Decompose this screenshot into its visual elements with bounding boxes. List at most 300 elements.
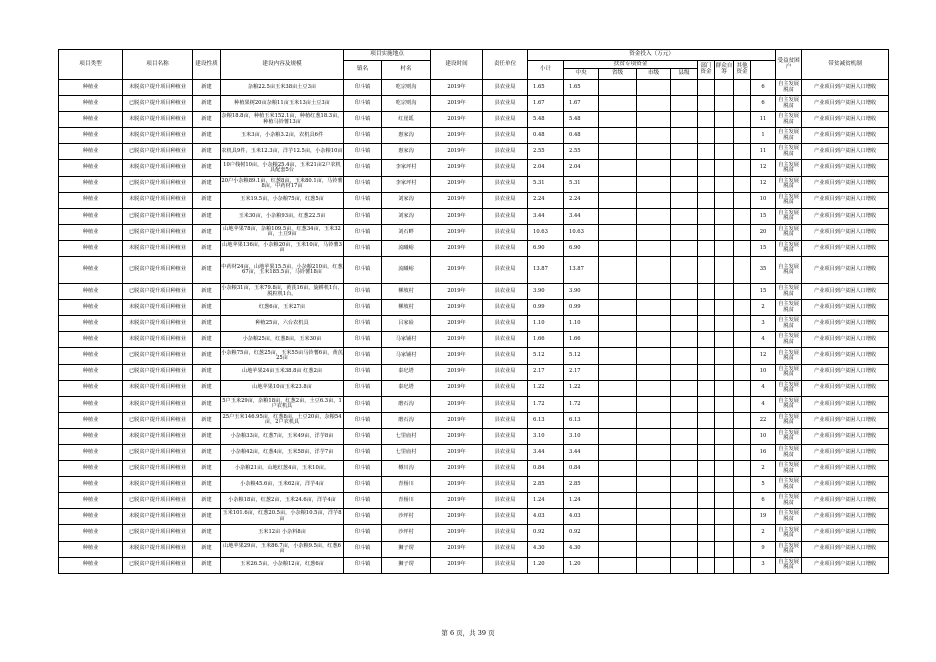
header-mechanism: 带贫减贫机制 [802,50,889,80]
cell-central: 4.03 [564,509,599,525]
cell-time: 2019年 [431,380,483,396]
cell-dept [698,284,715,300]
cell-goal: 产业项目到户贫困人口增收 [802,461,889,477]
cell-goal: 产业项目到户贫困人口增收 [802,176,889,192]
header-subtotal: 小计 [528,61,564,80]
cell-unit: 县农业局 [483,192,528,208]
cell-subtotal: 1.22 [528,380,564,396]
cell-type: 种植业 [59,412,123,428]
cell-village: 磨石沟 [382,396,431,412]
cell-city [637,332,671,348]
cell-mechanism: 自主发展脱贫 [776,348,802,364]
cell-name: 未脱贫户提升项目种植业 [123,477,193,493]
cell-type: 种植业 [59,192,123,208]
cell-village: 李家坪村 [382,160,431,176]
cell-households: 15 [751,208,776,224]
cell-goal: 产业项目到户贫困人口增收 [802,428,889,444]
cell-town: 印斗镇 [344,444,382,460]
cell-village: 樽川沟 [382,461,431,477]
cell-town: 印斗镇 [344,380,382,396]
cell-dept [698,541,715,557]
cell-dept [698,525,715,541]
cell-city [637,192,671,208]
cell-village: 沙坪村 [382,525,431,541]
cell-town: 印斗镇 [344,557,382,573]
cell-name: 未脱贫户提升项目种植业 [123,128,193,144]
cell-type: 种植业 [59,428,123,444]
cell-name: 未脱贫户提升项目种植业 [123,380,193,396]
cell-subtotal: 1.67 [528,96,564,112]
cell-village: 狮子塄 [382,557,431,573]
cell-county [671,493,698,509]
cell-province [599,493,637,509]
cell-goal: 产业项目到户贫困人口增收 [802,192,889,208]
cell-name: 已脱贫户提升项目种植业 [123,96,193,112]
cell-city [637,541,671,557]
cell-unit: 县农业局 [483,144,528,160]
cell-households: 15 [751,284,776,300]
cell-households: 2 [751,461,776,477]
cell-households: 6 [751,493,776,509]
cell-scale: 小杂粮21亩，山地红葱4亩，玉米10亩。 [221,461,344,477]
cell-village: 吃宗则沟 [382,96,431,112]
cell-province [599,541,637,557]
cell-city [637,525,671,541]
cell-mass [715,128,734,144]
table-row [59,428,889,444]
header-province: 省级 [599,69,637,80]
cell-goal: 产业项目到户贫困人口增收 [802,348,889,364]
cell-mechanism: 自主发展脱贫 [776,96,802,112]
cell-dept [698,493,715,509]
cell-scale: 山地苹果29亩，玉米86.7亩，小杂粮9.5亩，红葱6亩 [221,541,344,557]
cell-other [734,176,751,192]
table-row [59,208,889,224]
cell-central: 2.24 [564,192,599,208]
table-row [59,128,889,144]
cell-time: 2019年 [431,428,483,444]
cell-time: 2019年 [431,509,483,525]
cell-central: 6.13 [564,412,599,428]
cell-name: 未脱贫户提升项目种植业 [123,112,193,128]
table-row [59,144,889,160]
cell-mass [715,316,734,332]
header-households: 受益贫困户 [776,50,802,80]
cell-city [637,509,671,525]
cell-province [599,509,637,525]
cell-time: 2019年 [431,477,483,493]
project-table-sheet [58,49,888,574]
cell-nature: 新建 [193,128,221,144]
cell-time: 2019年 [431,316,483,332]
cell-village: 流曦峪 [382,240,431,256]
cell-town: 印斗镇 [344,316,382,332]
cell-unit: 县农业局 [483,224,528,240]
cell-subtotal: 1.24 [528,493,564,509]
cell-type: 种植业 [59,284,123,300]
cell-type: 种植业 [59,364,123,380]
cell-unit: 县农业局 [483,525,528,541]
cell-mechanism: 自主发展脱贫 [776,477,802,493]
table-row [59,525,889,541]
cell-dept [698,300,715,316]
cell-city [637,444,671,460]
cell-nature: 新建 [193,257,221,284]
cell-nature: 新建 [193,160,221,176]
cell-town: 印斗镇 [344,96,382,112]
cell-goal: 产业项目到户贫困人口增收 [802,300,889,316]
cell-type: 种植业 [59,160,123,176]
cell-scale: 小杂粮42亩，红葱4亩，玉米58亩，洋芋7亩 [221,444,344,460]
cell-nature: 新建 [193,525,221,541]
cell-households: 16 [751,444,776,460]
cell-name: 已脱贫户提升项目种植业 [123,444,193,460]
cell-subtotal: 2.85 [528,477,564,493]
cell-county [671,80,698,96]
cell-province [599,316,637,332]
cell-province [599,192,637,208]
cell-town: 印斗镇 [344,348,382,364]
cell-name: 已脱贫户提升项目种植业 [123,493,193,509]
cell-scale: 玉米30亩，小杂粮93亩，红葱22.5亩 [221,208,344,224]
cell-mass [715,412,734,428]
cell-dept [698,428,715,444]
header-type: 项目类型 [59,50,123,80]
cell-time: 2019年 [431,541,483,557]
cell-mass [715,509,734,525]
cell-town: 印斗镇 [344,112,382,128]
cell-central: 1.67 [564,96,599,112]
cell-goal: 产业项目到户贫困人口增收 [802,541,889,557]
cell-other [734,412,751,428]
cell-time: 2019年 [431,112,483,128]
cell-central: 0.92 [564,525,599,541]
cell-type: 种植业 [59,557,123,573]
cell-goal: 产业项目到户贫困人口增收 [802,493,889,509]
table-row [59,557,889,573]
cell-type: 种植业 [59,396,123,412]
cell-subtotal: 5.48 [528,112,564,128]
cell-village: 红崖坬 [382,112,431,128]
cell-village: 惠家沟 [382,144,431,160]
cell-scale: 20户小杂粮89.1亩，红葱8亩，玉米80.1亩，马铃薯8亩，中药材17亩 [221,176,344,192]
cell-scale: 山地苹果136亩，小杂粮20亩，玉米10亩，马铃薯3亩 [221,240,344,256]
cell-city [637,284,671,300]
cell-province [599,444,637,460]
header-time: 建设时间 [431,50,483,80]
cell-central: 2.85 [564,477,599,493]
cell-subtotal: 4.30 [528,541,564,557]
cell-mass [715,461,734,477]
cell-other [734,224,751,240]
cell-nature: 新建 [193,144,221,160]
cell-scale: 玉米12亩 小杂料8亩 [221,525,344,541]
cell-unit: 县农业局 [483,316,528,332]
cell-town: 印斗镇 [344,396,382,412]
cell-other [734,461,751,477]
cell-scale: 杂粮22.5亩玉米38亩土豆3亩 [221,80,344,96]
cell-time: 2019年 [431,257,483,284]
cell-scale: 小杂粮18亩，红葱2亩，玉米24.6亩，洋芋4亩 [221,493,344,509]
cell-nature: 新建 [193,509,221,525]
cell-subtotal: 0.48 [528,128,564,144]
cell-scale: 山地苹果78亩，杂粮109.5亩，红葱34亩，玉米32亩，土豆9亩 [221,224,344,240]
cell-goal: 产业项目到户贫困人口增收 [802,128,889,144]
cell-dept [698,332,715,348]
cell-mass [715,380,734,396]
cell-households: 4 [751,332,776,348]
cell-central: 5.12 [564,348,599,364]
cell-town: 印斗镇 [344,224,382,240]
cell-type: 种植业 [59,493,123,509]
cell-nature: 新建 [193,364,221,380]
cell-goal: 产业项目到户贫困人口增收 [802,316,889,332]
cell-village: 狮子塄 [382,541,431,557]
cell-city [637,461,671,477]
cell-nature: 新建 [193,192,221,208]
cell-dept [698,224,715,240]
cell-time: 2019年 [431,396,483,412]
cell-dept [698,380,715,396]
cell-mass [715,428,734,444]
cell-dept [698,80,715,96]
cell-dept [698,176,715,192]
cell-city [637,176,671,192]
cell-mechanism: 自主发展脱贫 [776,428,802,444]
cell-goal: 产业项目到户贫困人口增收 [802,80,889,96]
cell-town: 印斗镇 [344,80,382,96]
cell-name: 已脱贫户提升项目种植业 [123,284,193,300]
cell-town: 印斗镇 [344,208,382,224]
cell-households: 6 [751,80,776,96]
cell-village: 磨石沟 [382,412,431,428]
cell-type: 种植业 [59,348,123,364]
cell-mechanism: 自主发展脱贫 [776,300,802,316]
cell-scale: 小杂粮75亩，红葱25亩，玉米55亩马铃薯6亩，黄芪25亩 [221,348,344,364]
cell-province [599,461,637,477]
header-unit: 责任单位 [483,50,528,80]
cell-households: 10 [751,192,776,208]
cell-province [599,428,637,444]
cell-province [599,160,637,176]
cell-province [599,396,637,412]
cell-dept [698,444,715,460]
cell-mass [715,348,734,364]
cell-unit: 县农业局 [483,300,528,316]
cell-village: 七里庙村 [382,428,431,444]
cell-central: 13.87 [564,257,599,284]
cell-county [671,208,698,224]
table-row [59,224,889,240]
cell-nature: 新建 [193,112,221,128]
cell-goal: 产业项目到户贫困人口增收 [802,257,889,284]
cell-nature: 新建 [193,412,221,428]
cell-subtotal: 1.66 [528,332,564,348]
cell-mass [715,493,734,509]
cell-subtotal: 3.10 [528,428,564,444]
cell-other [734,428,751,444]
cell-name: 未脱贫户提升项目种植业 [123,428,193,444]
cell-unit: 县农业局 [483,160,528,176]
cell-other [734,316,751,332]
cell-unit: 县农业局 [483,493,528,509]
cell-town: 印斗镇 [344,257,382,284]
cell-name: 已脱贫户提升项目种植业 [123,348,193,364]
cell-scale: 玉米101.6亩，红葱20.5亩，小杂粮10.5亩，洋芋8亩 [221,509,344,525]
cell-province [599,557,637,573]
cell-city [637,160,671,176]
cell-other [734,348,751,364]
table-row [59,444,889,460]
cell-nature: 新建 [193,316,221,332]
cell-dept [698,96,715,112]
cell-mechanism: 自主发展脱贫 [776,412,802,428]
cell-county [671,541,698,557]
cell-households: 11 [751,144,776,160]
cell-name: 已脱贫户提升项目种植业 [123,461,193,477]
cell-households: 2 [751,525,776,541]
cell-time: 2019年 [431,412,483,428]
cell-city [637,348,671,364]
cell-goal: 产业项目到户贫困人口增收 [802,557,889,573]
cell-mechanism: 自主发展脱贫 [776,224,802,240]
cell-province [599,380,637,396]
cell-village: 李家坪村 [382,176,431,192]
cell-mass [715,257,734,284]
cell-county [671,525,698,541]
cell-type: 种植业 [59,80,123,96]
header-mass: 群众自筹 [715,61,734,80]
cell-unit: 县农业局 [483,509,528,525]
cell-central: 1.65 [564,80,599,96]
cell-goal: 产业项目到户贫困人口增收 [802,96,889,112]
cell-name: 未脱贫户提升项目种植业 [123,192,193,208]
cell-time: 2019年 [431,160,483,176]
cell-dept [698,509,715,525]
cell-county [671,176,698,192]
cell-village: 刘石畔 [382,224,431,240]
table-row [59,160,889,176]
cell-province [599,128,637,144]
cell-name: 未脱贫户提升项目种植业 [123,396,193,412]
cell-central: 1.66 [564,332,599,348]
cell-nature: 新建 [193,493,221,509]
cell-mechanism: 自主发展脱贫 [776,557,802,573]
cell-village: 柳坡村 [382,300,431,316]
cell-time: 2019年 [431,364,483,380]
cell-central: 2.04 [564,160,599,176]
cell-town: 印斗镇 [344,412,382,428]
cell-nature: 新建 [193,380,221,396]
cell-nature: 新建 [193,477,221,493]
cell-subtotal: 2.24 [528,192,564,208]
cell-county [671,240,698,256]
table-row [59,364,889,380]
cell-type: 种植业 [59,461,123,477]
cell-other [734,557,751,573]
cell-central: 10.63 [564,224,599,240]
cell-county [671,224,698,240]
cell-time: 2019年 [431,284,483,300]
cell-subtotal: 1.72 [528,396,564,412]
cell-name: 未脱贫户提升项目种植业 [123,332,193,348]
cell-unit: 县农业局 [483,444,528,460]
cell-subtotal: 1.20 [528,557,564,573]
cell-county [671,428,698,444]
cell-subtotal: 3.44 [528,208,564,224]
table-row [59,300,889,316]
cell-scale: 玉米19.5亩，小杂粮75亩，红葱5亩 [221,192,344,208]
cell-goal: 产业项目到户贫困人口增收 [802,240,889,256]
cell-county [671,257,698,284]
cell-mechanism: 自主发展脱贫 [776,112,802,128]
cell-type: 种植业 [59,240,123,256]
cell-goal: 产业项目到户贫困人口增收 [802,380,889,396]
cell-other [734,144,751,160]
cell-scale: 红葱6亩，玉米27亩 [221,300,344,316]
cell-other [734,493,751,509]
header-county: 县级 [671,69,698,80]
cell-unit: 县农业局 [483,96,528,112]
cell-central: 4.30 [564,541,599,557]
cell-mass [715,208,734,224]
cell-central: 0.48 [564,128,599,144]
cell-other [734,364,751,380]
cell-town: 印斗镇 [344,509,382,525]
cell-scale: 玉米26.5亩，小杂粮12亩，红葱6亩 [221,557,344,573]
cell-province [599,477,637,493]
cell-village: 柳坡村 [382,284,431,300]
cell-village: 刘家沟 [382,192,431,208]
cell-county [671,96,698,112]
cell-village: 吃宗则沟 [382,80,431,96]
cell-nature: 新建 [193,80,221,96]
cell-county [671,477,698,493]
cell-goal: 产业项目到户贫困人口增收 [802,396,889,412]
cell-unit: 县农业局 [483,128,528,144]
cell-county [671,348,698,364]
cell-name: 未脱贫户提升项目种植业 [123,240,193,256]
cell-goal: 产业项目到户贫困人口增收 [802,332,889,348]
cell-nature: 新建 [193,428,221,444]
cell-nature: 新建 [193,96,221,112]
cell-mechanism: 自主发展脱贫 [776,257,802,284]
cell-village: 沙坪村 [382,509,431,525]
cell-city [637,316,671,332]
cell-type: 种植业 [59,96,123,112]
cell-time: 2019年 [431,493,483,509]
cell-mechanism: 自主发展脱贫 [776,284,802,300]
cell-town: 印斗镇 [344,364,382,380]
cell-name: 未脱贫户提升项目种植业 [123,509,193,525]
cell-type: 种植业 [59,509,123,525]
cell-scale: 中药材24亩，山地苹果15.5亩，小杂粮210亩，红葱67亩，玉米185.5亩，马铃薯18亩 [221,257,344,284]
cell-mechanism: 自主发展脱贫 [776,525,802,541]
cell-central: 2.17 [564,364,599,380]
cell-other [734,112,751,128]
cell-dept [698,412,715,428]
cell-nature: 新建 [193,176,221,192]
cell-type: 种植业 [59,316,123,332]
cell-county [671,444,698,460]
cell-province [599,80,637,96]
cell-time: 2019年 [431,144,483,160]
cell-city [637,96,671,112]
cell-other [734,284,751,300]
cell-city [637,240,671,256]
cell-unit: 县农业局 [483,284,528,300]
cell-households: 1 [751,128,776,144]
